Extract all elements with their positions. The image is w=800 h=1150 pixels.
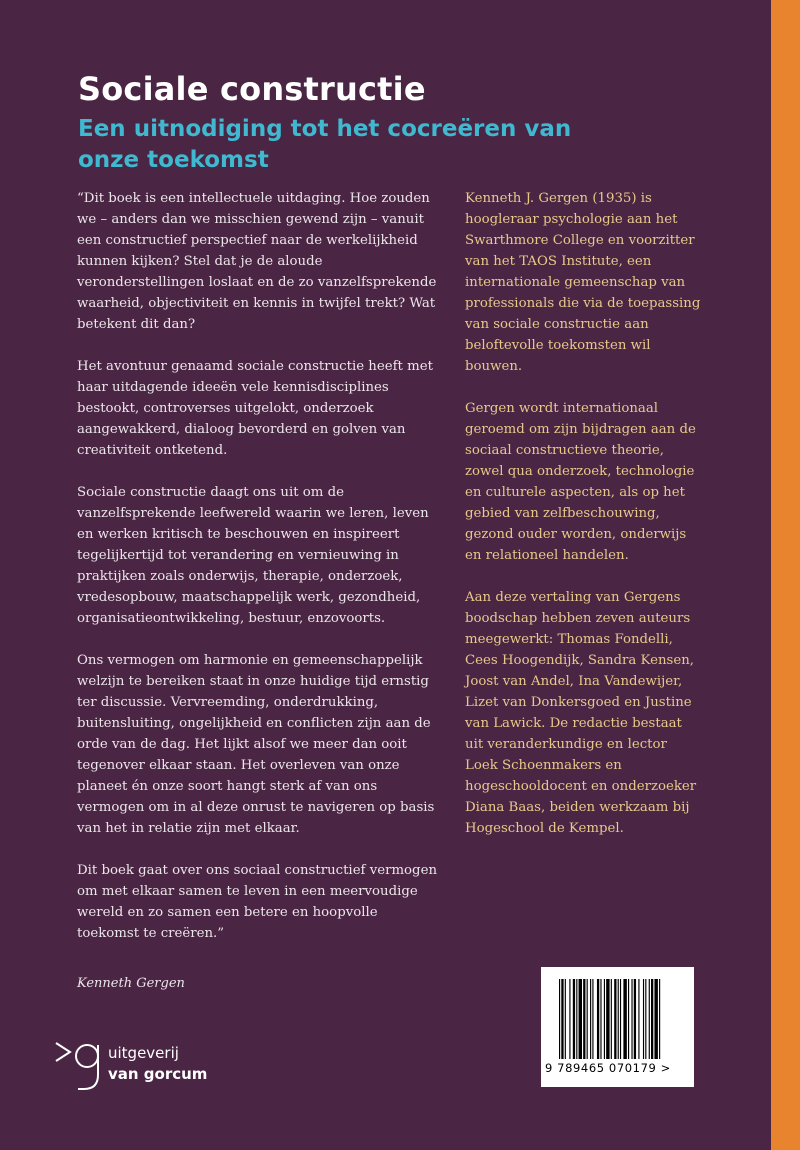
quote-paragraph: Sociale constructie daagt ons uit om de vanzelfsprekende leefwereld waarin we leren, leven en werken kritisch te beschouwen en inspireert tegelijkertijd tot verandering en vernieuwing in praktijken zoals onderwijs, therapie, onderzoek, vredesopbouw, maatschappelijk werk, gezondheid, organisatieontwikkeling, bestuur, enzovoorts. <box>77 485 429 626</box>
barcode-bar <box>631 979 632 1059</box>
barcode-bar <box>561 979 563 1059</box>
barcode-bar <box>649 979 650 1059</box>
barcode-bar <box>587 979 588 1059</box>
quote-paragraph: Dit boek gaat over ons sociaal constructief vermogen om met elkaar samen te leven in een meervoudige wereld en zo samen een betere en hoopvolle toekomst te creëren.” <box>77 863 438 941</box>
barcode-bar <box>569 979 570 1059</box>
quote-paragraph: “Dit boek is een intellectuele uitdaging. Hoe zouden we – anders dan we misschien gewend zijn – vanuit een constructief perspectief naar de werkelijkheid kunnen kijken? Stel dat je de aloude veronderstellingen loslaat en de zo vanzelfsprekende waarheid, objectiviteit en kennis in twijfel trekt? Wat betekent dit dan? <box>77 191 437 332</box>
quote-author: Kenneth Gergen <box>77 976 185 991</box>
barcode-bar <box>611 979 612 1059</box>
barcode-bar <box>590 979 591 1059</box>
quote-paragraph: Ons vermogen om harmonie en gemeenschappelijk welzijn te bereiken staat in onze huidige tijd ernstig ter discussie. Vervreemding, onderdrukking, buitensluiting, ongelijkheid en conflicten zijn aan de orde van de dag. Het lijkt alsof we meer dan ooit tegenover elkaar staan. Het overleven van onze planeet én onze soort hangt sterk af van ons vermogen om in al deze onrust te navigeren op basis van het in relatie zijn met elkaar. <box>77 653 435 836</box>
publisher-logo-icon <box>52 1037 104 1095</box>
barcode-bar <box>559 979 560 1059</box>
barcode-bar <box>592 979 593 1059</box>
bio-column <box>465 188 701 860</box>
barcode-bar <box>565 979 566 1059</box>
barcode-bar <box>618 979 619 1059</box>
bio-paragraph: Aan deze vertaling van Gergens boodschap hebben zeven auteurs meegewerkt: Thomas Fondelli, Cees Hoogendijk, Sandra Kensen, Joost van Andel, Ina Vandewijer, Lizet van Donkersgoed en Justine van Lawick. De redactie bestaat uit veranderkundige en lector Loek Schoenmakers en hogeschooldocent en onderzoeker Diana Baas, beiden werkzaam bij Hogeschool de Kempel. <box>465 590 697 836</box>
barcode-bar <box>659 979 660 1059</box>
bio-paragraph: Kenneth J. Gergen (1935) is hoogleraar psychologie aan het Swarthmore College en voorzitter van het TAOS Institute, een internationale gemeenschap van professionals die via de toepassing van sociale constructie aan beloftevolle toekomsten wil bouwen. <box>465 191 701 374</box>
bio-paragraph: Gergen wordt internationaal geroemd om zijn bijdragen aan de sociaal constructieve theorie, zowel qua onderzoek, technologie en culturele aspecten, als op het gebied van zelfbeschouwing, gezond ouder worden, onderwijs en relationeel handelen. <box>465 401 696 563</box>
isbn-digits: 9 789465 070179 > <box>545 1061 671 1075</box>
barcode-bar <box>597 979 599 1059</box>
barcode-bar <box>620 979 621 1059</box>
barcode-bar <box>576 979 577 1059</box>
quote-paragraph: Het avontuur genaamd sociale constructie heeft met haar uitdagende ideeën vele kennisdisciplines bestookt, controverses uitgelokt, onderzoek aangewakkerd, dialoog bevorderd en golven van creativiteit ontketend. <box>77 359 433 458</box>
barcode-bar <box>604 979 605 1059</box>
quote-column <box>77 188 442 965</box>
orange-spine-stripe <box>771 0 800 1150</box>
barcode-bar <box>651 979 653 1059</box>
barcode-bar <box>638 979 639 1059</box>
barcode-bar <box>643 979 644 1059</box>
barcode-bar <box>614 979 616 1059</box>
barcode-bar <box>579 979 582 1059</box>
barcode-bar <box>583 979 585 1059</box>
barcode-bar <box>628 979 629 1059</box>
barcode-bar <box>600 979 601 1059</box>
isbn-barcode <box>541 967 694 1087</box>
barcode-bar <box>634 979 636 1059</box>
publisher-name-line1: uitgeverij <box>108 1044 179 1062</box>
publisher-name-line2: van gorcum <box>108 1065 208 1083</box>
barcode-bar <box>573 979 575 1059</box>
publisher-logo <box>52 1037 212 1097</box>
barcode-bar <box>623 979 626 1059</box>
book-subtitle: Een uitnodiging tot het cocreëren van onze toekomst <box>78 116 572 173</box>
book-title: Sociale constructie <box>78 70 426 108</box>
barcode-bar <box>645 979 646 1059</box>
barcode-bar <box>606 979 609 1059</box>
barcode-bar <box>654 979 657 1059</box>
